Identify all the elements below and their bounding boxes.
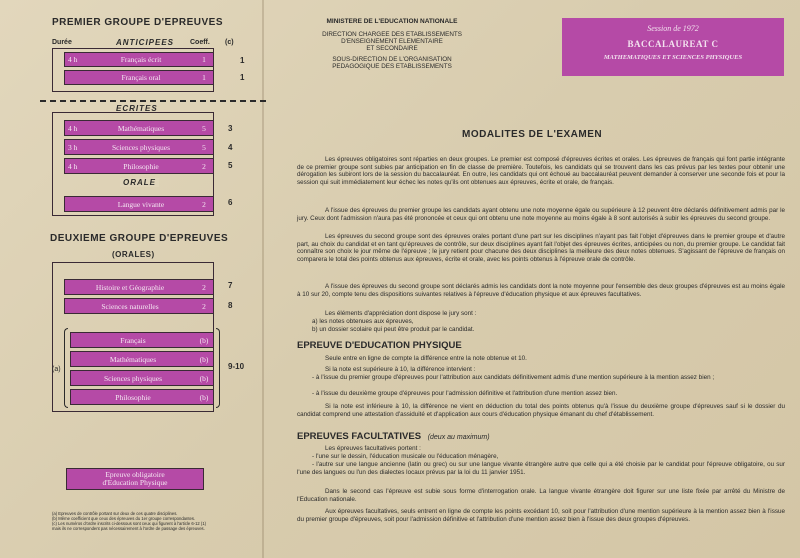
order-number: 7: [228, 281, 233, 290]
direction-line: D'ENSEIGNEMENT ELEMENTAIRE: [341, 38, 443, 45]
group1-title: PREMIER GROUPE D'EPREUVES: [52, 17, 224, 28]
exam-row: 4 h Philosophie 2: [64, 158, 214, 174]
header-anticipees: ANTICIPEES: [116, 38, 175, 47]
main-title: MODALITES DE L'EXAMEN: [462, 129, 603, 140]
direction-line: PEDAGOGIQUE DES ETABLISSEMENTS: [332, 63, 452, 70]
footnote: (b) Même coefficient que ceux des épreuves du 1er groupe correspondantes.: [52, 516, 196, 521]
paragraph: Les éléments d'appréciation dont dispose le jury sont :: [325, 310, 477, 317]
direction-line: ET SECONDAIRE: [366, 45, 418, 52]
direction-line: DIRECTION CHARGEE DES ETABLISSEMENTS: [322, 31, 462, 38]
paragraph: Les épreuves facultatives portent :: [325, 445, 421, 452]
paragraph-item: a) les notes obtenues aux épreuves,: [312, 318, 414, 325]
footnote: (a) Epreuves de contrôle portant sur deux de ces quatre disciplines.: [52, 511, 178, 516]
exam-row: Français oral 1: [64, 70, 214, 85]
order-number: 1: [240, 56, 245, 65]
bac-title: BACCALAUREAT C: [627, 39, 719, 49]
footnote: mais ils ne correspondent pas nécessairement à l'ordre de passage des épreuves.: [52, 526, 205, 531]
paragraph: A l'issue des épreuves du premier groupe les candidats ayant obtenu une note moyenne égale ou supérieure à 12 peuvent être déclarés définitivement admis par le jury. Ceux dont l'admission n'aura pas été prononcée et ceux qui ont obtenu une note moyenne au moins égale à 8 sont autorisés à subir les épreuves du second groupe.: [297, 207, 785, 222]
exam-row: Philosophie (b): [70, 389, 214, 405]
exam-row: Histoire et Géographie 2: [64, 279, 214, 295]
paragraph: Si la note est inférieure à 10, la différence ne vient en déduction du total des points obtenus qu'à l'issue du deuxième groupe d'épreuves sauf si le dossier du candidat comprend une attestation d'assiduité et d'application aux cours d'éducation physique émanant du chef d'établissement.: [297, 403, 785, 418]
session-year: Session de 1972: [647, 24, 699, 33]
paragraph: Aux épreuves facultatives, seuls entrent en ligne de compte les points excédant 10, soit pour l'attribution d'une mention supérieure à la mention assez bien à l'issue du premier groupe d'épreuves, soit pour l'admission définitive et l'attribution d'une mention assez bien à l'issue des deux groupes d'épreuves.: [297, 508, 785, 523]
paragraph-item: b) un dossier scolaire qui peut être produit par le candidat.: [312, 326, 475, 333]
header-coeff: Coeff.: [190, 39, 210, 46]
bac-speciality: MATHEMATIQUES ET SCIENCES PHYSIQUES: [603, 54, 743, 61]
exam-row: Français (b): [70, 332, 214, 348]
direction-line: SOUS-DIRECTION DE L'ORGANISATION: [332, 56, 452, 63]
order-number: 6: [228, 198, 233, 207]
right-brace: [216, 328, 220, 408]
paragraph-item: - à l'issue du premier groupe d'épreuves pour l'attribution aux candidats définitivement admis d'une mention supérieure à la mention assez bien ;: [312, 374, 715, 381]
order-number: 4: [228, 143, 233, 152]
exam-row: Langue vivante 2: [64, 196, 214, 212]
group2b-note-a: (a): [52, 366, 61, 373]
header-duree: Durée: [52, 39, 72, 46]
dashed-separator: [40, 100, 266, 102]
page-fold: [262, 0, 264, 558]
paragraph: Les épreuves obligatoires sont réparties en deux groupes. Le premier est composé d'épreuves écrites et orales. Les épreuves de français qui font partie intégrante de ce premier groupe sont subies par anticipation en fin de classe de première. Toutefois, les candidats qui se trouvent dans les cas prévus par les textes pour obtenir une dérogation les subiront lors de la session du baccalauréat. En outre, les candidats qui ont échoué au baccalauréat peuvent demander à conserver une seconde fois et pour la session qui suit immédiatement leur échec les notes qu'ils ont obtenues aux épreuves, écrite et orale, de français.: [297, 156, 785, 186]
group2-title: DEUXIEME GROUPE D'EPREUVES: [50, 233, 229, 244]
paragraph: Seule entre en ligne de compte la différence entre la note obtenue et 10.: [325, 355, 527, 362]
paragraph: Dans le second cas l'épreuve est subie sous forme d'interrogation orale. La langue vivante étrangère doit figurer sur une liste fixée par arrêté du Ministre de l'Education nationale.: [297, 488, 785, 503]
header-c: (c): [225, 39, 234, 46]
section-title-fac: EPREUVES FACULTATIVES (deux au maximum): [297, 431, 490, 442]
exam-row: 4 h Français écrit 1: [64, 52, 214, 67]
paragraph-item: - l'autre sur une langue ancienne (latin ou grec) ou sur une langue vivante étrangère autre que celle qui a été choisie par le candidat pour l'épreuve obligatoire, ou sur l'une des langues ou l'un des dialectes locaux prévus par la loi du 11 janvier 1951.: [297, 461, 785, 476]
ministry-title: MINISTERE DE L'EDUCATION NATIONALE: [326, 18, 458, 25]
order-number: 9-10: [228, 362, 245, 371]
paragraph-item: - l'une sur le dessin, l'éducation musicale ou l'éducation ménagère,: [312, 453, 499, 460]
exam-row: Mathématiques (b): [70, 351, 214, 367]
ecrites-label: ECRITES: [116, 104, 158, 113]
left-brace: [64, 328, 68, 408]
order-number: 1: [240, 73, 245, 82]
paragraph: Si la note est supérieure à 10, la différence intervient :: [325, 366, 476, 373]
orales-label: (ORALES): [112, 250, 155, 259]
exam-row: 4 h Mathématiques 5: [64, 120, 214, 136]
eps-box: Epreuve obligatoire d'Education Physique: [66, 468, 204, 490]
order-number: 8: [228, 301, 233, 310]
order-number: 3: [228, 124, 233, 133]
exam-row: 3 h Sciences physiques 5: [64, 139, 214, 155]
paragraph: A l'issue des épreuves du second groupe sont déclarés admis les candidats dont la note moyenne pour l'ensemble des deux groupes d'épreuves est au moins égale à 10 sur 20, compte tenu des dispositions suivantes relatives à l'épreuve d'éducation physique et aux épreuves facultatives.: [297, 283, 785, 298]
paragraph-item: - à l'issue du deuxième groupe d'épreuves pour l'admission définitive et l'attribution d'une mention assez bien.: [312, 390, 618, 397]
order-number: 5: [228, 161, 233, 170]
footnote: (c) Les numéros d'ordre inscrits ci-dessous sont ceux qui figurent à l'article 6-12 (1): [52, 521, 207, 526]
section-title-eps: EPREUVE D'EDUCATION PHYSIQUE: [297, 340, 462, 351]
orale-label: ORALE: [120, 178, 159, 187]
exam-row: Sciences physiques (b): [70, 370, 214, 386]
exam-row: Sciences naturelles 2: [64, 298, 214, 314]
session-box: [562, 18, 784, 76]
paragraph: Les épreuves du second groupe sont des épreuves orales portant d'une part sur les disciplines n'ayant pas fait l'objet d'épreuves dans le premier groupe et d'autre part, au choix du candidat et en tant qu'épreuves de contrôle, sur deux disciplines ayant fait l'objet des épreuves écrites, anticipées ou non, du premier groupe. Le candidat fait connaître son choix le jour même de l'épreuve ; le jury retient pour chacune des deux disciplines la meilleure des deux notes obtenues. S'agissant de l'épreuve de français on comparera le total des points obtenus aux épreuves, écrite et orale, avec les points obtenus à l'épreuve orale de contrôle.: [297, 233, 785, 263]
